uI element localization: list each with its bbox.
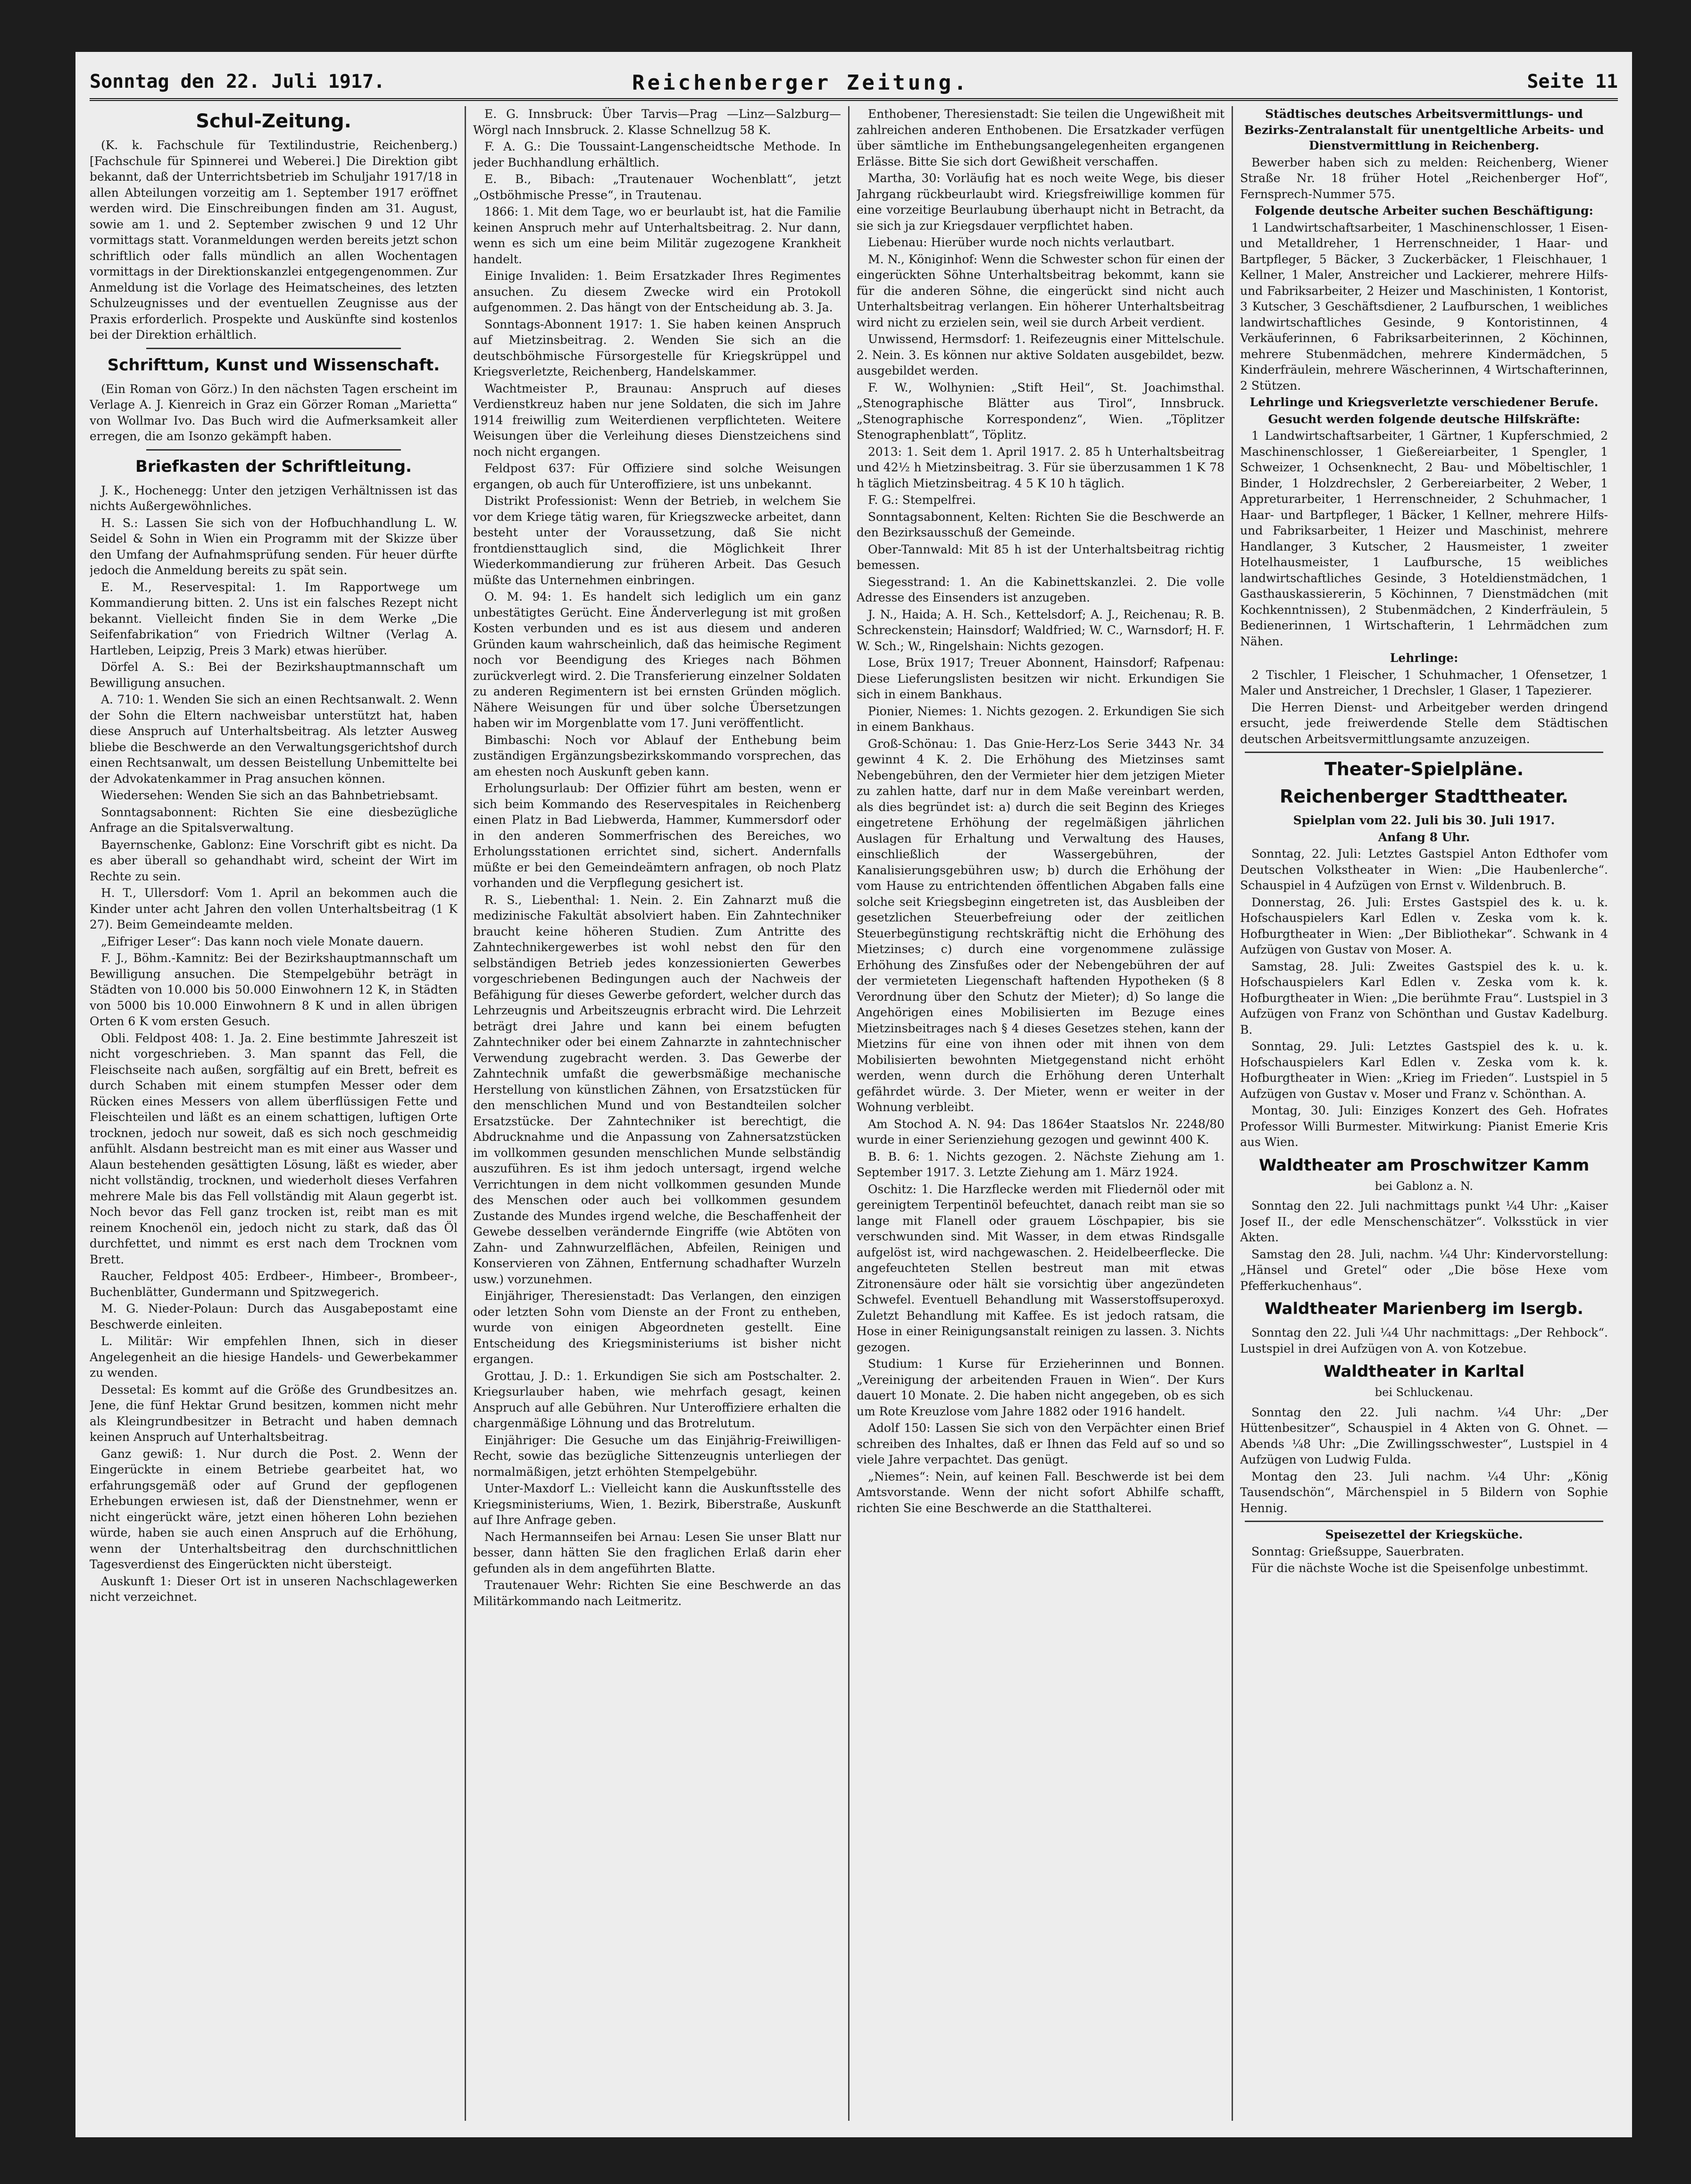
stadttheater-heading: Reichenberger Stadttheater. [1280,786,1568,807]
running-header [90,65,1618,101]
header-page-number: Seite 11 [1527,71,1618,92]
briefkasten-answer: Grottau, J. D.: 1. Erkundigen Sie sich am Postschalter. 2. Kriegsurlauber haben, wie mehrfach gesagt, keinen Anspruch auf alle Gebühren. Nur Unteroffiziere erhalten die chargenmäßige Löhnung und das Brotrelutum. [473,1369,841,1430]
lehrlinge-heading: Lehrlinge: [1390,651,1458,665]
theater-program-list [1240,846,1608,1150]
briefkasten-answer: Einjähriger: Die Gesuche um das Einjährig-Freiwilligen-Recht, sowie das bezügliche Sittenzeugnis unterliegen der normalmäßigen, jetzt erhöhten Stempelgebühr. [473,1433,841,1479]
briefkasten-answer: Adolf 150: Lassen Sie sich von den Verpächter einen Brief schreiben des Inhaltes, daß er Ihnen das Feld auf so und so viele Jahre verpachtet. Das genügt. [857,1421,1225,1466]
header-title: Reichenberger Zeitung. [632,71,969,95]
waldtheater-karltal-heading: Waldtheater in Karltal [1324,1362,1524,1381]
section-divider [146,348,401,349]
briefkasten-answer: Martha, 30: Vorläufig hat es noch weite Wege, bis dieser Jahrgang rückbeurlaubt wird. Kriegsfreiwillige kommen für eine vorzeitige Beurlaubung überhaupt nicht in Betracht, da sie sich ja zur Kriegsdauer verpflichtet haben. [857,171,1225,233]
briefkasten-answer: Dessetal: Es kommt auf die Größe des Grundbesitzes an. Jene, die fünf Hektar Grund besitzen, kommen nicht mehr als Kleingrundbesitzer in Betracht und haben demnach keinen Anspruch auf Unterhaltsbeitrag. [90,1382,458,1444]
briefkasten-answer: Bayernschenke, Gablonz: Eine Vorschrift gibt es nicht. Da es aber überall so gehandhabt wird, scheint der Wirt im Rechte zu sein. [90,837,458,883]
briefkasten-answer: Ganz gewiß: 1. Nur durch die Post. 2. Wenn der Eingerückte in einem Betriebe gearbeitet hat, wo erfahrungsgemäß oder auf Grund der gepflogenen Erhebungen erwiesen ist, daß der Dienstnehmer, wenn er nicht eingerückt wäre, jetzt einen höheren Lohn beziehen würde, haben sie auch einen Anspruch auf die Erhöhung, wenn der Unterhaltsbeitrag den durchschnittlichen Tagesverdienst des Eingerückten nicht übersteigt. [90,1447,458,1571]
briefkasten-answer: F. G.: Stempelfrei. [868,493,976,507]
theater-entry: Montag, 30. Juli: Einziges Konzert des Geh. Hofrates Professor Willi Burmester. Mitwirkung: Pianist Emerie Kris aus Wien. [1240,1104,1608,1149]
briefkasten-answer: A. 710: 1. Wenden Sie sich an einen Rechtsanwalt. 2. Wenn der Sohn die Eltern nachweisbar unterstützt hat, haben diese Anspruch auf Unterhaltsbeitrag. Als letzter Ausweg bliebe die Beschwerde an den Verwaltungsgerichtshof durch einen Rechtsanwalt, um dessen Beistellung Unbemittelte bei der Advokatenkammer in Prag ansuchen können. [90,693,458,786]
speisezettel-menu: Sonntag: Grießsuppe, Sauerbraten. [1251,1544,1465,1558]
section-heading-briefkasten: Briefkasten der Schriftleitung. [135,457,412,476]
briefkasten-answer: Erholungsurlaub: Der Offizier führt am besten, wenn er sich beim Kommando des Reservespitales in Reichenberg einen Platz in Bad Liebwerda, Hammer, Kummersdorf oder in den anderen Sommerfrischen des Bereiches, wo Erholungsstationen errichtet sind, sichert. Andernfalls müßte er bei den Gemeindeämtern anfragen, ob noch Platz vorhanden und die Verpflegung gesichert ist. [473,781,841,890]
briefkasten-answer: Nach Hermannseifen bei Arnau: Lesen Sie unser Blatt nur besser, dann hätten Sie den fraglichen Erlaß darin eher gefunden als in dem angeführten Blatte. [473,1530,841,1575]
waldtheater-proschwitz-heading: Waldtheater am Proschwitzer Kamm [1258,1155,1590,1175]
briefkasten-answer: Bimbaschi: Noch vor Ablauf der Enthebung beim zuständigen Ergänzungsbezirkskommando vorsprechen, das am ehesten noch Auskunft geben kann. [473,733,841,778]
briefkasten-answer: J. N., Haida; A. H. Sch., Kettelsdorf; A. J., Reichenau; R. B. Schreckenstein; Hainsdorf; Waldfried; W. C., Warnsdorf; H. F. W. Sch.; W., Ringelshain: Nichts gezogen. [857,607,1225,653]
theater-entry: Sonntag, 29. Juli: Letztes Gastspiel des k. u. k. Hofschauspielers Karl Edlen v. Zeska vom k. k. Hofburgtheater in Wien: „Krieg im Frieden“. Lustspiel in 5 Aufzügen von Gustav v. Moser und Franz v. Schönthan. A. [1240,1039,1608,1101]
briefkasten-answer: Raucher, Feldpost 405: Erdbeer-, Himbeer-, Brombeer-, Buchenblätter, Gundermann und Spitzwegerich. [90,1269,458,1299]
briefkasten-answer: Pionier, Niemes: 1. Nichts gezogen. 2. Erkundigen Sie sich in einem Bankhaus. [857,704,1225,734]
briefkasten-answer: Feldpost 637: Für Offiziere sind solche Weisungen ergangen, ob auch für Unteroffiziere, ist uns unbekannt. [473,461,841,491]
briefkasten-answer: Enthobener, Theresienstadt: Sie teilen die Ungewißheit mit zahlreichen anderen Enthobenen. Die Ersatzkader verfügen über sämtliche im Enthebungsangelegenheiten ergangenen Erlässe. Bitte Sie sich dort Gewißheit verschaffen. [857,107,1225,168]
briefkasten-answer: F. W., Wolhynien: „Stift Heil“, St. Joachimsthal. „Stenographische Blätter aus Tirol“, Innsbruck. „Stenographische Korrespondenz“, Wien. „Töplitzer Stenographenblatt“, Töplitz. [857,380,1225,442]
arbeiter-heading: Folgende deutsche Arbeiter suchen Beschäftigung: [1255,204,1593,218]
gesucht-heading: Gesucht werden folgende deutsche Hilfskräfte: [1268,412,1580,426]
briefkasten-answer: M. G. Nieder-Polaun: Durch das Ausgabepostamt eine Beschwerde einleiten. [90,1302,458,1331]
section-heading-schul: Schul-Zeitung. [196,110,351,132]
waldtheater-proschwitz-location: bei Gablonz a. N. [1374,1179,1474,1193]
gesucht-list: 1 Landwirtschaftsarbeiter, 1 Gärtner, 1 Kupferschmied, 2 Maschinenschlosser, 1 Gießereiarbeiter, 1 Spengler, 1 Schweizer, 1 Ochsenknecht, 2 Bau- und Möbeltischler, 1 Binder, 1 Holzdrechsler, 2 Gerbereiarbeiter, 2 Weber, 1 Appreturarbeiter, 1 Herrenschneider, 2 Schuhmacher, 1 Haar- und Bartpfleger, 1 Bäcker, 1 Kellner, mehrere Hilfs- und Fabriksarbeiter, 1 Heizer und Maschinist, mehrere Handlanger, 3 Kutscher, 2 Hausmeister, 1 zweiter Hotelhausmeister, 1 Laufbursche, 15 weibliches landwirtschaftliches Gesinde, 3 Hoteldienstmädchen, 1 Gasthauskassiererin, 5 Köchinnen, 7 Dienstmädchen (mit Kochkenntnissen), 2 Stubenmädchen, 2 Kinderfräulein, 5 Bedienerinnen, 1 Wirtschafterin, 1 Lehrmädchen zum Nähen. [1240,429,1608,648]
briefkasten-answer: Lose, Brüx 1917; Treuer Abonnent, Hainsdorf; Rafpenau: Diese Lieferungslisten besitzen wir nicht. Erkundigen Sie sich in einem Bankhaus. [857,656,1225,701]
briefkasten-answer: Distrikt Professionist: Wenn der Betrieb, in welchem Sie vor dem Kriege tätig waren, für Kriegszwecke arbeitet, dann besteht unter der Voraussetzung, daß Sie nicht frontdiensttauglich sind, die Möglichkeit Ihrer Wiederkommandierung zur früheren Arbeit. Das Gesuch müßte das Unternehmen einbringen. [473,494,841,587]
theater-entry: Sonntag den 22. Juli nachmittags punkt ¼4 Uhr: „Kaiser Josef II., der edle Menschenschätzer“. Volksstück in vier Akten. [1240,1199,1608,1244]
briefkasten-answer: R. S., Liebenthal: 1. Nein. 2. Ein Zahnarzt muß die medizinische Fakultät absolviert haben. Ein Zahntechniker braucht keine höheren Studien. Zum Antritte des Zahntechnikergewerbes ist wohl nebst den für den selbständigen Betrieb jedes konzessionierten Gewerbes vorgeschriebenen Bedingungen auch der Nachweis der Befähigung für dieses Gewerbe gefordert, welcher durch das Lehrzeugnis und Arbeitszeugnis erbracht wird. Die Lehrzeit beträgt drei Jahre und kann bei einem befugten Zahntechniker oder bei einem Zahnarzte in zahntechnischer Verwendung zugebracht werden. 3. Das Gewerbe der Zahntechnik umfaßt die gewerbsmäßige mechanische Herstellung von künstlichen Zähnen, von Ersatzstücken für den menschlichen Mund und von Bestandteilen solcher Ersatzstücke. Der Zahntechniker ist berechtigt, die Abdrucknahme und die Anpassung von Zahnersatzstücken im vollkommen gesunden menschlichen Munde selbständig auszuführen. Es ist ihm jedoch untersagt, irgend welche Verrichtungen in dem nicht vollkommen gesunden Munde des Menschen oder auch bei vollkommen gesundem Zustande des Mundes irgend welche, die Beschaffenheit der Gewebe desselben verändernde Eingriffe (wie Abtöten von Zahn- und Zahnwurzelflächen, Abfeilen, Reinigen und Konservieren von Zähnen, Entfernung schadhafter Wurzeln usw.) vorzunehmen. [473,893,841,1286]
waldtheater-marienberg-heading: Waldtheater Marienberg im Isergb. [1265,1299,1583,1318]
briefkasten-answer: Wachtmeister P., Braunau: Anspruch auf dieses Verdienstkreuz haben nur jene Soldaten, die sich im Jahre 1914 freiwillig zum Weiterdienen verpflichteten. Weitere Weisungen über die Verleihung dieses Dienstzeichens sind noch nicht ergangen. [473,381,841,459]
briefkasten-answer: Am Stochod A. N. 94: Das 1864er Staatslos Nr. 2248/80 wurde in einer Serienziehung gezogen und gewinnt 400 K. [857,1117,1225,1146]
briefkasten-answer: L. Militär: Wir empfehlen Ihnen, sich in dieser Angelegenheit an die hiesige Handels- und Gewerbekammer zu wenden. [90,1334,458,1380]
speisezettel-note: Für die nächste Woche ist die Speisenfolge unbestimmt. [1251,1561,1589,1575]
briefkasten-answer: B. B. 6: 1. Nichts gezogen. 2. Nächste Ziehung am 1. September 1917. 3. Letzte Ziehung am 1. März 1924. [857,1149,1225,1179]
briefkasten-answer: „Niemes“: Nein, auf keinen Fall. Beschwerde ist bei dem Amtsvorstande. Wenn der nicht sofort Abhilfe schafft, richten Sie eine Beschwerde an die Statthalterei. [857,1469,1225,1515]
newspaper-page [75,52,1632,2137]
theater-entry: Sonntag den 22. Juli nachm. ¼4 Uhr: „Der Hüttenbesitzer“, Schauspiel in 4 Akten von G. Ohnet. — Abends ¼8 Uhr: „Die Zwillingsschwester“, Lustspiel in 4 Aufzügen von Ludwig Fulda. [1240,1405,1608,1466]
briefkasten-answer: H. S.: Lassen Sie sich von der Hofbuchhandlung L. W. Seidel & Sohn in Wien ein Programm mit der Skizze über den Umfang der Aufnahmsprüfung senden. Für heuer dürfte jedoch die Anmeldung bereits zu spät sein. [90,516,458,577]
briefkasten-answer: M. N., Königinhof: Wenn die Schwester schon für einen der eingerückten Söhne Unterhaltsbeitrag bekommt, kann sie für die anderen Söhne, die eingerückt sind nicht auch Unterhaltsbeitrag verlangen. Ein höherer Unterhaltsbeitrag wird nicht zu erzielen sein, weil sie durch Arbeit verdient. [857,252,1225,329]
lehrlinge-kriegsverletzte: Lehrlinge und Kriegsverletzte verschiedener Berufe. [1250,395,1599,409]
theater-entry: Montag den 23. Juli nachm. ¼4 Uhr: „König Tausendschön“, Märchenspiel in 5 Bildern von Sophie Hennig. [1240,1469,1608,1515]
briefkasten-answer: Einige Invaliden: 1. Beim Ersatzkader Ihres Regimentes ansuchen. Zu diesem Zwecke wird ein Protokoll aufgenommen. 2. Das hängt von der Entscheidung ab. 3. Ja. [473,269,841,314]
briefkasten-answer: Einjähriger, Theresienstadt: Das Verlangen, den einzigen oder letzten Sohn vom Dienste an der Front zu entheben, wurde von einigen Abgeordneten gestellt. Eine Entscheidung des Kriegsministeriums ist bisher nicht ergangen. [473,1289,841,1366]
theater-entry: Samstag, 28. Juli: Zweites Gastspiel des k. u. k. Hofschauspielers Karl Edlen v. Zeska vom k. k. Hofburgtheater in Wien: „Die berühmte Frau“. Lustspiel in 3 Aufzügen von Franz von Schönthan und Gustav Kadelburg. B. [1240,959,1608,1037]
briefkasten-answer: Auskunft 1: Dieser Ort ist in unseren Nachschlagewerken nicht verzeichnet. [90,1574,458,1604]
column-4 [1240,106,1608,2121]
theater-entry: Sonntag, 22. Juli: Letztes Gastspiel Anton Edthofer vom Deutschen Volkstheater in Wien: „Die Haubenlerche“. Schauspiel in 4 Aufzügen von Ernst v. Wildenbruch. B. [1240,847,1608,892]
speisezettel-heading: Speisezettel der Kriegsküche. [1325,1528,1523,1541]
briefkasten-answer: Unter-Maxdorf L.: Vielleicht kann die Auskunftsstelle des Kriegsministeriums, Wien, 1. Bezirk, Biberstraße, Auskunft auf Ihre Anfrage geben. [473,1481,841,1527]
section-divider [1245,752,1603,753]
spielplan-start: Anfang 8 Uhr. [1378,830,1470,844]
briefkasten-answer: H. T., Ullersdorf: Vom 1. April an bekommen auch die Kinder unter acht Jahren den vollen Unterhaltsbeitrag (1 K 27). Beim Gemeindeamte melden. [90,886,458,931]
arbeitsamt-heading: Städtisches deutsches Arbeitsvermittlungs- und Bezirks-Zentralanstalt für unentgeltliche Arbeits- und Dienstvermittlung in Reichenberg. [1244,107,1604,152]
column-rule [1232,106,1233,2121]
spielplan-dates: Spielplan vom 22. Juli bis 30. Juli 1917. [1293,813,1555,827]
section-divider [146,449,401,451]
briefkasten-answer: Sonntags-Abonnent 1917: 1. Sie haben keinen Anspruch auf Mietzinsbeitrag. 2. Wenden Sie sich an die deutschböhmische Fürsorgestelle für Kriegskrüppel und Kriegsverletzte, Reichenberg, Handelskammer. [473,317,841,378]
briefkasten-answer: E. B., Bibach: „Trautenauer Wochenblatt“, jetzt „Ostböhmische Presse“, in Trautenau. [473,172,841,202]
article-paragraph: (Ein Roman von Görz.) In den nächsten Tagen erscheint im Verlage A. J. Kienreich in Graz ein Görzer Roman „Marietta“ von Wollmar Ivo. Das Buch wird die Aufmerksamkeit aller erregen, die am Isonzo gekämpft haben. [90,382,458,443]
briefkasten-answer: F. J., Böhm.-Kamnitz: Bei der Bezirkshauptmannschaft um Bewilligung ansuchen. Die Stempelgebühr beträgt in Städten von 10.000 bis 50.000 Einwohnern 12 K, in Städten von 5000 bis 10.000 Einwohnern 8 K und in allen übrigen Orten 6 K vom ersten Gesuch. [90,951,458,1028]
column-3 [857,106,1225,2121]
briefkasten-answer: Dörfel A. S.: Bei der Bezirkshauptmannschaft um Bewilligung ansuchen. [90,660,458,690]
waldtheater-marienberg-list [1240,1325,1608,1356]
theater-entry: Sonntag den 22. Juli ¼4 Uhr nachmittags: „Der Rehbock“. Lustspiel in drei Aufzügen von A. von Kotzebue. [1240,1326,1608,1356]
section-heading-kunst: Schrifttum, Kunst und Wissenschaft. [107,355,440,375]
briefkasten-answer: Obli. Feldpost 408: 1. Ja. 2. Eine bestimmte Jahreszeit ist nicht vorgeschrieben. 3. Man spannt das Fell, die Fleischseite nach außen, sorgfältig auf ein Brett, befreit es durch Schaben mit einem stumpfen Messer oder dem Rücken eines Messers von allem überflüssigen Fette und Fleischteilen und läßt es an einem schattigen, luftigen Orte trocknen, jedoch nur soweit, daß es sich noch geschmeidig anfühlt. Alsdann bestreicht man es mit einer aus Wasser und Alaun bestehenden gesättigten Lösung, läßt es wieder, aber nicht vollständig, trocknen, und wiederholt dieses Verfahren mehrere Male bis das Fell vollständig mit Alaun gegerbt ist. Noch bevor das Fell ganz trocken ist, reibt man es mit reinem Knochenöl ein, jedoch nicht zu stark, daß das Öl durchfettet, und nimmt es erst nach dem Trocknen vom Brett. [90,1031,458,1266]
article-paragraph: (K. k. Fachschule für Textilindustrie, Reichenberg.) [Fachschule für Spinnerei und Weberei.] Die Direktion gibt bekannt, daß der Unterrichtsbetrieb im Schuljahr 1917/18 in allen Abteilungen vorzeitig am 1. September 1917 eröffnet werden wird. Die Einschreibungen finden am 31. August, sowie am 1. und 2. September zwischen 9 und 12 Uhr vormittags statt. Voranmeldungen werden bereits jetzt schon schriftlich oder falls mündlich an allen Wochentagen vormittags in der Direktionskanzlei entgegengenommen. Zur Anmeldung ist die Vorlage des Heimatscheines, des letzten Schulzeugnisses und der eventuellen Zeugnisse aus der Praxis erforderlich. Prospekte und Auskünfte sind kostenlos bei der Direktion erhältlich. [90,138,458,342]
briefkasten-answer: Siegesstrand: 1. An die Kabinettskanzlei. 2. Die volle Adresse des Einsenders ist anzugeben. [857,575,1225,604]
briefkasten-answer: E. G. Innsbruck: Über Tarvis—Prag —Linz—Salzburg—Wörgl nach Innsbruck. 2. Klasse Schnellzug 58 K. [473,107,841,137]
briefkasten-answer: Groß-Schönau: 1. Das Gnie-Herz-Los Serie 3443 Nr. 34 gewinnt 4 K. 2. Die Erhöhung des Mietzinses samt Nebengebühren, den der Vermieter hier dem jetzigen Mieter zu zahlen hatte, darf nur in dem Maße vereinbart werden, als dies begründet ist: a) durch die seit Beginn des Krieges eingetretene Erhöhung der regelmäßigen jährlichen Auslagen für Erhaltung und Verwaltung des Hauses, einschließlich der Wassergebühren, der Kanalisierungsgebühren usw; b) durch die Erhöhung der vom Hause zu entrichtenden öffentlichen Abgaben falls eine solche seit Kriegsbeginn eingetreten ist, das Ausbleiben der gesetzlichen Steuerbefreiung oder der zeitlichen Steuerbegünstigung rechtskräftig nicht die Erhöhung des Mietzinses; c) durch eine vorgenommene zulässige Erhöhung des Zinsfußes oder der Nebengebühren der auf der vermieteten Liegenschaft haftenden Hypotheken (§ 8 Verordnung über den Schutz der Mieter); d) So lange die Angehörigen eines Mobilisierten im Bezuge eines Mietzinsbeitrages nach § 4 dieses Gesetzes stehen, kann der Mietzins für eine von ihnen oder mit ihnen von dem Mobilisierten bewohnten Mietgegenstand nicht erhöht werden, wenn durch die Erhöhung deren Unterhalt gefährdet würde. 3. Der Mieter, wenn er weiter in der Wohnung verbleibt. [857,736,1225,1114]
arbeitsamt-address: Bewerber haben sich zu melden: Reichenberg, Wiener Straße Nr. 18 früher Hotel „Reichenberger Hof“, Fernsprech-Nummer 575. [1240,155,1608,201]
briefkasten-answer: Ober-Tannwald: Mit 85 h ist der Unterhaltsbeitrag richtig bemessen. [857,542,1225,572]
column-2 [473,106,841,2121]
briefkasten-continued-list [473,106,841,1609]
header-date: Sonntag den 22. Juli 1917. [90,71,385,92]
waldtheater-karltal-location: bei Schluckenau. [1374,1386,1474,1399]
briefkasten-answer: F. A. G.: Die Toussaint-Langenscheidtsche Methode. In jeder Buchhandlung erhältlich. [473,140,841,169]
lehrlinge-list: 2 Tischler, 1 Fleischer, 1 Schuhmacher, 1 Ofensetzer, 1 Maler und Anstreicher, 1 Drechsler, 1 Glaser, 1 Tapezierer. [1240,668,1608,697]
briefkasten-answer: Unwissend, Hermsdorf: 1. Reifezeugnis einer Mittelschule. 2. Nein. 3. Es können nur aktive Soldaten ausgebildet, bezw. ausgebildet werden. [857,332,1225,377]
briefkasten-answer: J. K., Hochenegg: Unter den jetzigen Verhältnissen ist das nichts Außergewöhnliches. [90,483,458,513]
arbeitgeber-notice: Die Herren Dienst- und Arbeitgeber werden dringend ersucht, jede freiwerdende Stelle dem Städtischen deutschen Arbeitsvermittlungsamte anzuzeigen. [1240,700,1608,746]
waldtheater-proschwitz-list [1240,1198,1608,1294]
briefkasten-answer: Oschitz: 1. Die Harzflecke werden mit Fliedernöl oder mit gereinigtem Terpentinöl befeuchtet, danach reibt man sie so lange mit Flanell oder grauem Löschpapier, bis sie verschwunden sind. Mit Wasser, in dem etwas Rindsgalle aufgelöst ist, wird nachgewaschen. 2. Heidelbeerflecke. Die angefeuchteten Stellen bestreut man mit etwas Zitronensäure oder hält sie vorsichtig über angezündeten Schwefel. Eventuell Behandlung mit Wasserstoffsuperoxyd. Zuletzt Behandlung mit Kaffee. Es ist jedoch ratsam, die Hose in einer Reinigungsanstalt reinigen zu lassen. 3. Nichts gezogen. [857,1182,1225,1354]
column-1 [90,106,458,2121]
briefkasten-answer: Trautenauer Wehr: Richten Sie eine Beschwerde an das Militärkommando nach Leitmeritz. [473,1578,841,1608]
briefkasten-answer: Sonntagsabonnent: Richten Sie eine diesbezügliche Anfrage an die Spitalsverwaltung. [90,805,458,835]
briefkasten-answer: 1866: 1. Mit dem Tage, wo er beurlaubt ist, hat die Familie keinen Anspruch mehr auf Unterhaltsbeitrag. 2. Nur dann, wenn es sich um eine beim Militär zugezogene Krankheit handelt. [473,205,841,266]
column-rule [465,106,466,2121]
waldtheater-karltal-list [1240,1405,1608,1516]
briefkasten-answer: „Eifriger Leser“: Das kann noch viele Monate dauern. [101,934,424,948]
briefkasten-answer: 2013: 1. Seit dem 1. April 1917. 2. 85 h Unterhaltsbeitrag und 42½ h Mietzinsbeitrag. 3. Für sie überzusammen 1 K 78 h täglich Mietzinsbeitrag. 4 5 K 10 h täglich. [857,444,1225,490]
briefkasten-answer: Studium: 1 Kurse für Erzieherinnen und Bonnen. „Vereinigung der arbeitenden Frauen in Wien“. Der Kurs dauert 10 Monate. 2. Die haben nicht angegeben, ob es sich um Rote Kreuzlose vom Jahre 1882 oder 1916 handelt. [857,1357,1225,1418]
briefkasten-answer: Wiedersehen: Wenden Sie sich an das Bahnbetriebsamt. [101,788,439,802]
section-divider [1245,1521,1603,1522]
column-rule [848,106,850,2121]
theater-section-heading: Theater-Spielpläne. [1324,759,1524,779]
arbeiter-list: 1 Landwirtschaftsarbeiter, 1 Maschinenschlosser, 1 Eisen- und Metalldreher, 1 Herrenschneider, 1 Haar- und Bartpfleger, 5 Bäcker, 3 Zuckerbäcker, 1 Fleischhauer, 1 Kellner, 1 Maler, Anstreicher und Lackierer, mehrere Hilfs- und Fabriksarbeiter, 2 Heizer und Maschinisten, 1 Kontorist, 3 Kutscher, 3 Geschäftsdiener, 2 Laufburschen, 1 weibliches landwirtschaftliches Gesinde, 9 Kontoristinnen, 4 Verkäuferinnen, 6 Fabriksarbeiterinnen, 2 Köchinnen, mehrere Stubenmädchen, mehrere Kindermädchen, 5 Kinderfräulein, mehrere Wäscherinnen, 4 Wirtschafterinnen, 2 Stützen. [1240,220,1608,393]
briefkasten-list [90,483,458,1605]
theater-entry: Donnerstag, 26. Juli: Erstes Gastspiel des k. u. k. Hofschauspielers Karl Edlen v. Zeska vom k. k. Hofburgtheater in Wien: „Der Bibliothekar“. Schwank in 4 Aufzügen von Gustav von Moser. A. [1240,895,1608,956]
briefkasten-answer: E. M., Reservespital: 1. Im Rapportwege um Kommandierung bitten. 2. Uns ist ein falsches Rezept nicht bekannt. Vielleicht finden Sie in dem Werke „Die Seifenfabrikation“ von Friedrich Wiltner (Verlag A. Hartleben, Leipzig, Preis 3 Mark) etwas hierüber. [90,580,458,657]
briefkasten-answer: O. M. 94: 1. Es handelt sich lediglich um ein ganz unbestätigtes Gerücht. Eine Änderverlegung ist mit großen Kosten verbunden und es ist aus diesem und anderen Gründen kaum wahrscheinlich, daß das heimische Regiment noch vor Beendigung des Krieges nach Böhmen zurückverlegt wird. 2. Die Transferierung einzelner Soldaten zu anderen Regimentern ist bei ernsten Gründen möglich. Nähere Weisungen für und über solche Übersetzungen haben wir im Morgenblatte vom 17. Juni veröffentlicht. [473,590,841,730]
briefkasten-continued-list [857,106,1225,1516]
briefkasten-answer: Liebenau: Hierüber wurde noch nichts verlautbart. [868,235,1175,249]
theater-entry: Samstag den 28. Juli, nachm. ¼4 Uhr: Kindervorstellung: „Hänsel und Gretel“ oder „Die böse Hexe vom Pfefferkuchenhaus“. [1240,1247,1608,1293]
briefkasten-answer: Sonntagsabonnent, Kelten: Richten Sie die Beschwerde an den Bezirksausschuß der Gemeinde. [857,510,1225,539]
